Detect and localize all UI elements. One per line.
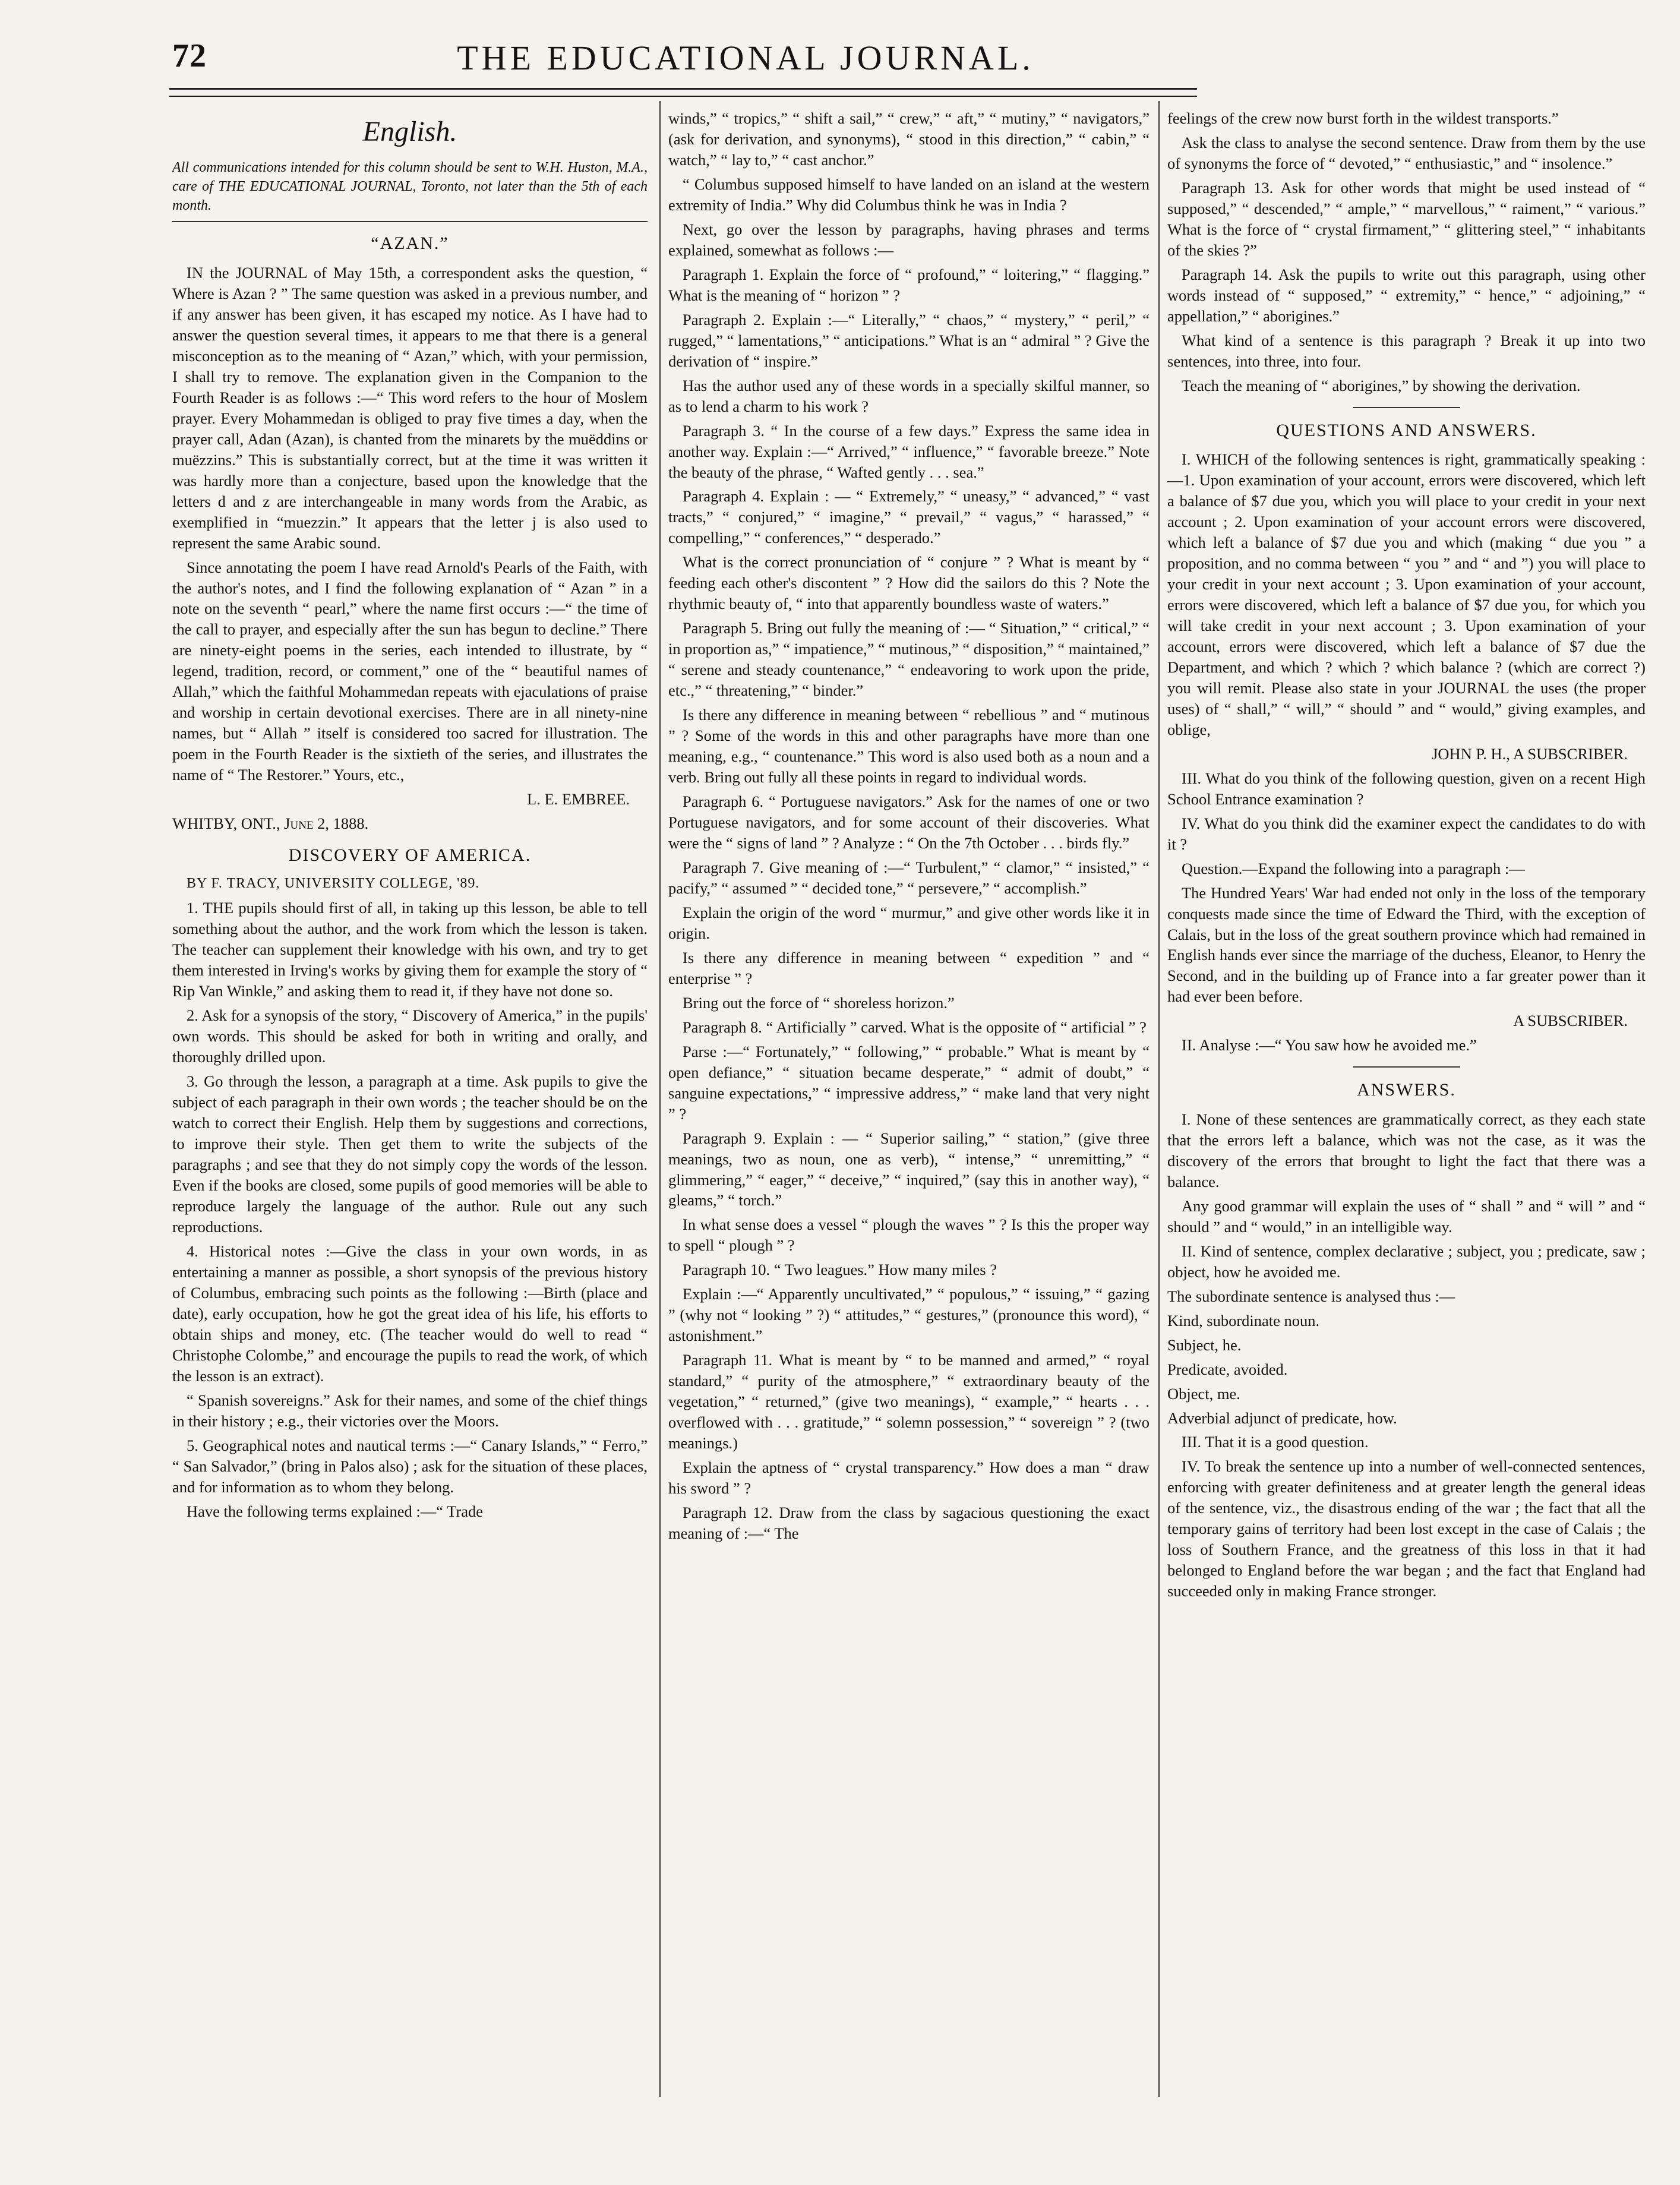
paragraph: Explain the aptness of “ crystal transparency.” How does a man “ draw his sword ” ?	[668, 1458, 1150, 1498]
paragraph: Parse :—“ Fortunately,” “ following,” “ probable.” What is meant by “ open defiance,” “ situation became desperate,” “ admit of doubt,” “ sanguine expectations,” “ impressive address,” “ make land that very night ” ?	[668, 1042, 1150, 1123]
paragraph: Paragraph 5. Bring out fully the meaning of :— “ Situation,” “ critical,” “ in proportion as,” “ impatience,” “ mutinous,” “ disposition,” “ maintained,” “ serene and steady countenance,” “ endeavoring to work upon the pride, etc.,” “ threatening,” “ binder.”	[668, 619, 1150, 700]
paragraph: Paragraph 14. Ask the pupils to write out this paragraph, using other words instead of “ supposed,” “ extremity,” “ hence,” “ adjoining,” “ appellation,” “ aborigines.”	[1167, 265, 1646, 325]
paragraph: Paragraph 12. Draw from the class by sagacious questioning the exact meaning of :—“ The	[668, 1504, 1150, 1542]
paragraph: “ Spanish sovereigns.” Ask for their names, and some of the chief things in their history ; e.g., their victories over the Moors.	[172, 1391, 648, 1430]
paragraph: What is the correct pronunciation of “ conjure ” ? What is meant by “ feeding each other's discontent ” ? How did the sailors do this ? Note the rhythmic beauty of, “ into that apparently boundless waste of waters.”	[668, 553, 1150, 613]
paragraph: Paragraph 4. Explain : — “ Extremely,” “ uneasy,” “ advanced,” “ vast tracts,” “ conjured,” “ imagine,” “ prevail,” “ vagus,” “ harassed,” “ compelling,” “ conferences,” “ desperado.”	[668, 487, 1150, 547]
paragraph: 1. THE pupils should first of all, in taking up this lesson, be able to tell something about the author, and the work from which the lesson is taken. The teacher can supplement their knowledge with his own, and try to get them interested in Irving's works by giving them for example the story of “ Rip Van Winkle,” and asking them to read it, if they have not done so.	[172, 899, 648, 1000]
paragraph: IN the JOURNAL of May 15th, a correspondent asks the question, “ Where is Azan ? ” The same question was asked in a previous number, and if any answer has been given, it has escaped my notice. As I have had to answer the question several times, it appears to me that there is a general misconception as to the meaning of “ Azan,” which, with your permission, I shall try to remove. The explanation given in the Companion to the Fourth Reader is as follows :—“ This word refers to the hour of Moslem prayer. Every Mohammedan is obliged to pray five times a day, when the prayer call, Adan (Azan), is chanted from the minarets by the muëddins or muëzzins.” This is substantially correct, but at the time it was written it was hardly more than a conjecture, based upon the knowledge that the letters d and z are interchangeable in many words from the Arabic, as exemplified in “muezzin.” It appears that the letter j is also used to represent the same Arabic sound.	[172, 263, 648, 552]
paragraph: 4. Historical notes :—Give the class in your own words, in as entertaining a manner as possible, a short synopsis of the previous history of Columbus, embracing such points as the following :—Birth (place and date), early occupation, how he got the great idea of his life, his efforts to obtain ships and money, etc. (The teacher would do well to read “ Christophe Colombe,” and encourage the pupils to read the work, of which the lesson is an extract).	[172, 1242, 648, 1385]
paragraph: The Hundred Years' War had ended not only in the loss of the temporary conquests made since the time of Edward the Third, with the exception of Calais, but in the loss of the great southern province which had remained in English hands ever since the marriage of the duchess, Eleanor, to Henry the Second, and in the building up of France into a far greater power than it had ever been before.	[1167, 883, 1646, 1006]
paragraph: “ Columbus supposed himself to have landed on an island at the western extremity of India.” Why did Columbus think he was in India ?	[668, 175, 1150, 214]
paragraph: Paragraph 7. Give meaning of :—“ Turbulent,” “ clamor,” “ insisted,” “ pacify,” “ assumed ” “ decided tone,” “ persevere,” “ accomplish.”	[668, 858, 1150, 897]
editor-note: All communications intended for this column should be sent to W.H. Huston, M.A., care of THE EDUCATIONAL JOURNAL, Toronto, not later than the 5th of each month.	[172, 159, 648, 222]
paragraph: III. What do you think of the following question, given on a recent High School Entrance examination ?	[1167, 769, 1646, 808]
analysis-line: The subordinate sentence is analysed thus :—	[1167, 1287, 1455, 1305]
paragraph: IV. To break the sentence up into a number of well-connected sentences, enforcing with greater definiteness and at greater length the general ideas of the sentence, viz., the disastrous ending of the war ; the fact that all the temporary gains of territory had been lost except in the case of Calais ; the loss of Southern France, and the greatness of this loss in that it had belonged to England before the war began ; and the fact that England had succeeded only in making France stronger.	[1167, 1457, 1646, 1600]
paragraph: Paragraph 9. Explain : — “ Superior sailing,” “ station,” (give three meanings, two as noun, one as verb), “ intense,” “ unremitting,” “ glimmering,” “ eager,” “ deceive,” “ inquired,” (say this in another way), “ gleams,” “ torch.”	[668, 1129, 1150, 1210]
masthead	[172, 37, 1194, 89]
column-divider-2	[1158, 101, 1160, 2097]
signature: L. E. EMBREE.	[527, 790, 630, 809]
paragraph: Paragraph 1. Explain the force of “ profound,” “ loitering,” “ flagging.” What is the meaning of “ horizon ” ?	[668, 265, 1150, 304]
column-1	[172, 108, 648, 2092]
paragraph: Any good grammar will explain the uses of “ shall ” and “ will ” and “ should ” and “ would,” in an intelligible way.	[1167, 1196, 1646, 1236]
journal-title: THE EDUCATIONAL JOURNAL.	[457, 39, 1034, 77]
column-3	[1167, 108, 1646, 2092]
analysis-line: Predicate, avoided.	[1167, 1360, 1288, 1378]
paragraph: 2. Ask for a synopsis of the story, “ Discovery of America,” in the pupils' own words. This should be asked for both in writing and orally, and thoroughly drilled upon.	[172, 1006, 648, 1066]
article-title-discovery: DISCOVERY OF AMERICA.	[288, 845, 532, 866]
header-rule	[169, 88, 1197, 97]
dateline: WHITBY, ONT., June 2, 1888.	[172, 814, 369, 833]
paragraph: Explain :—“ Apparently uncultivated,” “ populous,” “ issuing,” “ gazing ” (why not “ looking ” ?) “ attitudes,” “ gestures,” (pronounce this word), “ astonishment.”	[668, 1285, 1150, 1345]
article-title-azan: “AZAN.”	[371, 233, 449, 254]
paragraph: 3. Go through the lesson, a paragraph at a time. Ask pupils to give the subject of each paragraph in their own words ; the teacher should be on the watch to correct their English. Help them by suggestions and corrections, to improve their style. Then get them to write the subjects of the paragraphs ; and see that they do not simply copy the words of the lesson. Even if the books are closed, some pupils of good memories will be able to reproduce largely the language of the author. Rule out any such reproductions.	[172, 1072, 648, 1236]
paragraph: I. None of these sentences are grammatically correct, as they each state that the errors left a balance, which was not the case, as it was the discovery of the errors that brought to light the fact that there was a balance.	[1167, 1110, 1646, 1191]
paragraph: III. That it is a good question.	[1182, 1433, 1369, 1451]
paragraph: I. WHICH of the following sentences is right, grammatically speaking :—1. Upon examination of your account, errors were discovered, which left a balance of $7 due you, which you will place to your credit in your next account ; 2. Upon examination of your account errors were discovered, which left a balance of $7 due you and which (making “ due you ” a proposition, and no comma between “ you ” and “ and ”) you will place to your credit in your next account ; 3. Upon examination of your account, errors were discovered, which left a balance of $7 due you, for which you will take credit in your next account ; 3. Upon examination of your account, errors were discovered, which left a balance of $7 due the Department, and which ? which ? which balance ? (which are correct ?) you will remit. Please also state in your JOURNAL the uses (the proper uses) of “ shall,” “ will,” “ should ” and “ would,” giving examples, and oblige,	[1167, 450, 1646, 738]
paragraph: What kind of a sentence is this paragraph ? Break it up into two sentences, into three, into four.	[1167, 331, 1646, 370]
paragraph: Paragraph 10. “ Two leagues.” How many miles ?	[683, 1261, 997, 1279]
signature: JOHN P. H., A SUBSCRIBER.	[1432, 744, 1628, 763]
paragraph: II. Analyse :—“ You saw how he avoided me.”	[1182, 1036, 1477, 1054]
paragraph: Paragraph 3. “ In the course of a few days.” Express the same idea in another way. Explain :—“ Arrived,” “ influence,” “ favorable breeze.” Note the beauty of the phrase, “ Wafted gently . . . sea.”	[668, 421, 1150, 481]
paragraph: Paragraph 13. Ask for other words that might be used instead of “ supposed,” “ descended,” “ ample,” “ marvellous,” “ raiment,” “ various.” What is the force of “ crystal firmament,” “ glittering steel,” “ inhabitants of the skies ?”	[1167, 178, 1646, 259]
paragraph: Teach the meaning of “ aborigines,” by showing the derivation.	[1182, 376, 1581, 394]
byline: BY F. TRACY, UNIVERSITY COLLEGE, '89.	[187, 875, 480, 891]
paragraph: Paragraph 2. Explain :—“ Literally,” “ chaos,” “ mystery,” “ peril,” “ rugged,” “ lamentations,” “ anticipations.” What is an “ admiral ” ? Give the derivation of “ inspire.”	[668, 310, 1150, 370]
paragraph: feelings of the crew now burst forth in the wildest transports.”	[1167, 109, 1559, 127]
paragraph: Is there any difference in meaning between “ expedition ” and “ enterprise ” ?	[668, 948, 1150, 987]
paragraph: Next, go over the lesson by paragraphs, having phrases and terms explained, somewhat as follows :—	[668, 220, 1150, 259]
paragraph: Ask the class to analyse the second sentence. Draw from them by the use of synonyms the force of “ devoted,” “ enthusiastic,” and “ insolence.”	[1167, 133, 1646, 172]
paragraph: Bring out the force of “ shoreless horizon.”	[683, 993, 955, 1012]
paragraph: Have the following terms explained :—“ Trade	[187, 1502, 483, 1520]
column-divider-1	[659, 101, 661, 2097]
paragraph: Explain the origin of the word “ murmur,” and give other words like it in origin.	[668, 903, 1150, 942]
paragraph: 5. Geographical notes and nautical terms :—“ Canary Islands,” “ Ferro,” “ San Salvador,” (bring in Palos also) ; ask for the situation of these places, and for information as to whom they belong.	[172, 1436, 648, 1496]
analysis-line: Subject, he.	[1167, 1335, 1242, 1354]
paragraph: IV. What do you think did the examiner expect the candidates to do with it ?	[1167, 814, 1646, 853]
paragraph: Is there any difference in meaning between “ rebellious ” and “ mutinous ” ? Some of the words in this and other paragraphs have more than one meaning, e.g., “ countenance.” This word is also used both as a noun and a verb. Bring out fully all these points in regard to individual words.	[668, 706, 1150, 787]
analysis-line: Object, me.	[1167, 1384, 1240, 1403]
paragraph: In what sense does a vessel “ plough the waves ” ? Is this the proper way to spell “ plough ” ?	[668, 1215, 1150, 1255]
paragraph: Has the author used any of these words in a specially skilful manner, so as to lend a charm to his work ?	[668, 376, 1150, 415]
article-title-qa: QUESTIONS AND ANSWERS.	[1276, 420, 1537, 440]
paragraph: Paragraph 6. “ Portuguese navigators.” Ask for the names of one or two Portuguese navigators, and for some account of their discoveries. What were the “ signs of land ” ? Analyze : “ On the 7th October . . . birds fly.”	[668, 792, 1150, 852]
paragraph: winds,” “ tropics,” “ shift a sail,” “ crew,” “ aft,” “ mutiny,” “ navigators,” (ask for derivation, and synonyms), “ stood in this direction,” “ cabin,” “ watch,” “ lay to,” “ cast anchor.”	[668, 109, 1150, 169]
paragraph: II. Kind of sentence, complex declarative ; subject, you ; predicate, saw ; object, how he avoided me.	[1167, 1242, 1646, 1281]
paragraph: Paragraph 8. “ Artificially ” carved. What is the opposite of “ artificial ” ?	[683, 1018, 1147, 1036]
signature: A SUBSCRIBER.	[1513, 1012, 1628, 1030]
paragraph: Paragraph 11. What is meant by “ to be manned and armed,” “ royal standard,” “ purity of the atmosphere,” “ extraordinary beauty of the vegetation,” “ returned,” (give two meanings), “ example,” “ hearts . . . overflowed with . . . gratitude,” “ solemn possession,” “ sovereign ” ? (two meanings.)	[668, 1351, 1150, 1453]
paragraph: Question.—Expand the following into a paragraph :—	[1182, 859, 1525, 877]
column-2	[668, 108, 1150, 2092]
analysis-line: Adverbial adjunct of predicate, how.	[1167, 1409, 1397, 1427]
section-rule	[1353, 407, 1460, 408]
section-title: English.	[362, 116, 457, 147]
article-title-answers: ANSWERS.	[1357, 1080, 1456, 1100]
analysis-line: Kind, subordinate noun.	[1167, 1311, 1320, 1330]
page-number: 72	[172, 37, 207, 74]
paragraph: Since annotating the poem I have read Arnold's Pearls of the Faith, with the author's notes, and I find the following explanation of “ Azan ” in a note on the seventh “ pearl,” where the name first occurs :—“ the time of the call to prayer, and especially after the sun has begun to decline.” There are ninety-eight poems in the series, each intended to illustrate, by “ legend, tradition, record, or comment,” one of the “ beautiful names of Allah,” which the faithful Mohammedan repeats with ejaculations of praise and worship in certain devotional exercises. There are in all ninety-nine names, but “ Allah ” itself is considered too sacred for illustration. The poem in the Fourth Reader is the sixtieth of the series, and illustrates the name of “ The Restorer.” Yours, etc.,	[172, 558, 648, 784]
section-rule	[1353, 1066, 1460, 1068]
